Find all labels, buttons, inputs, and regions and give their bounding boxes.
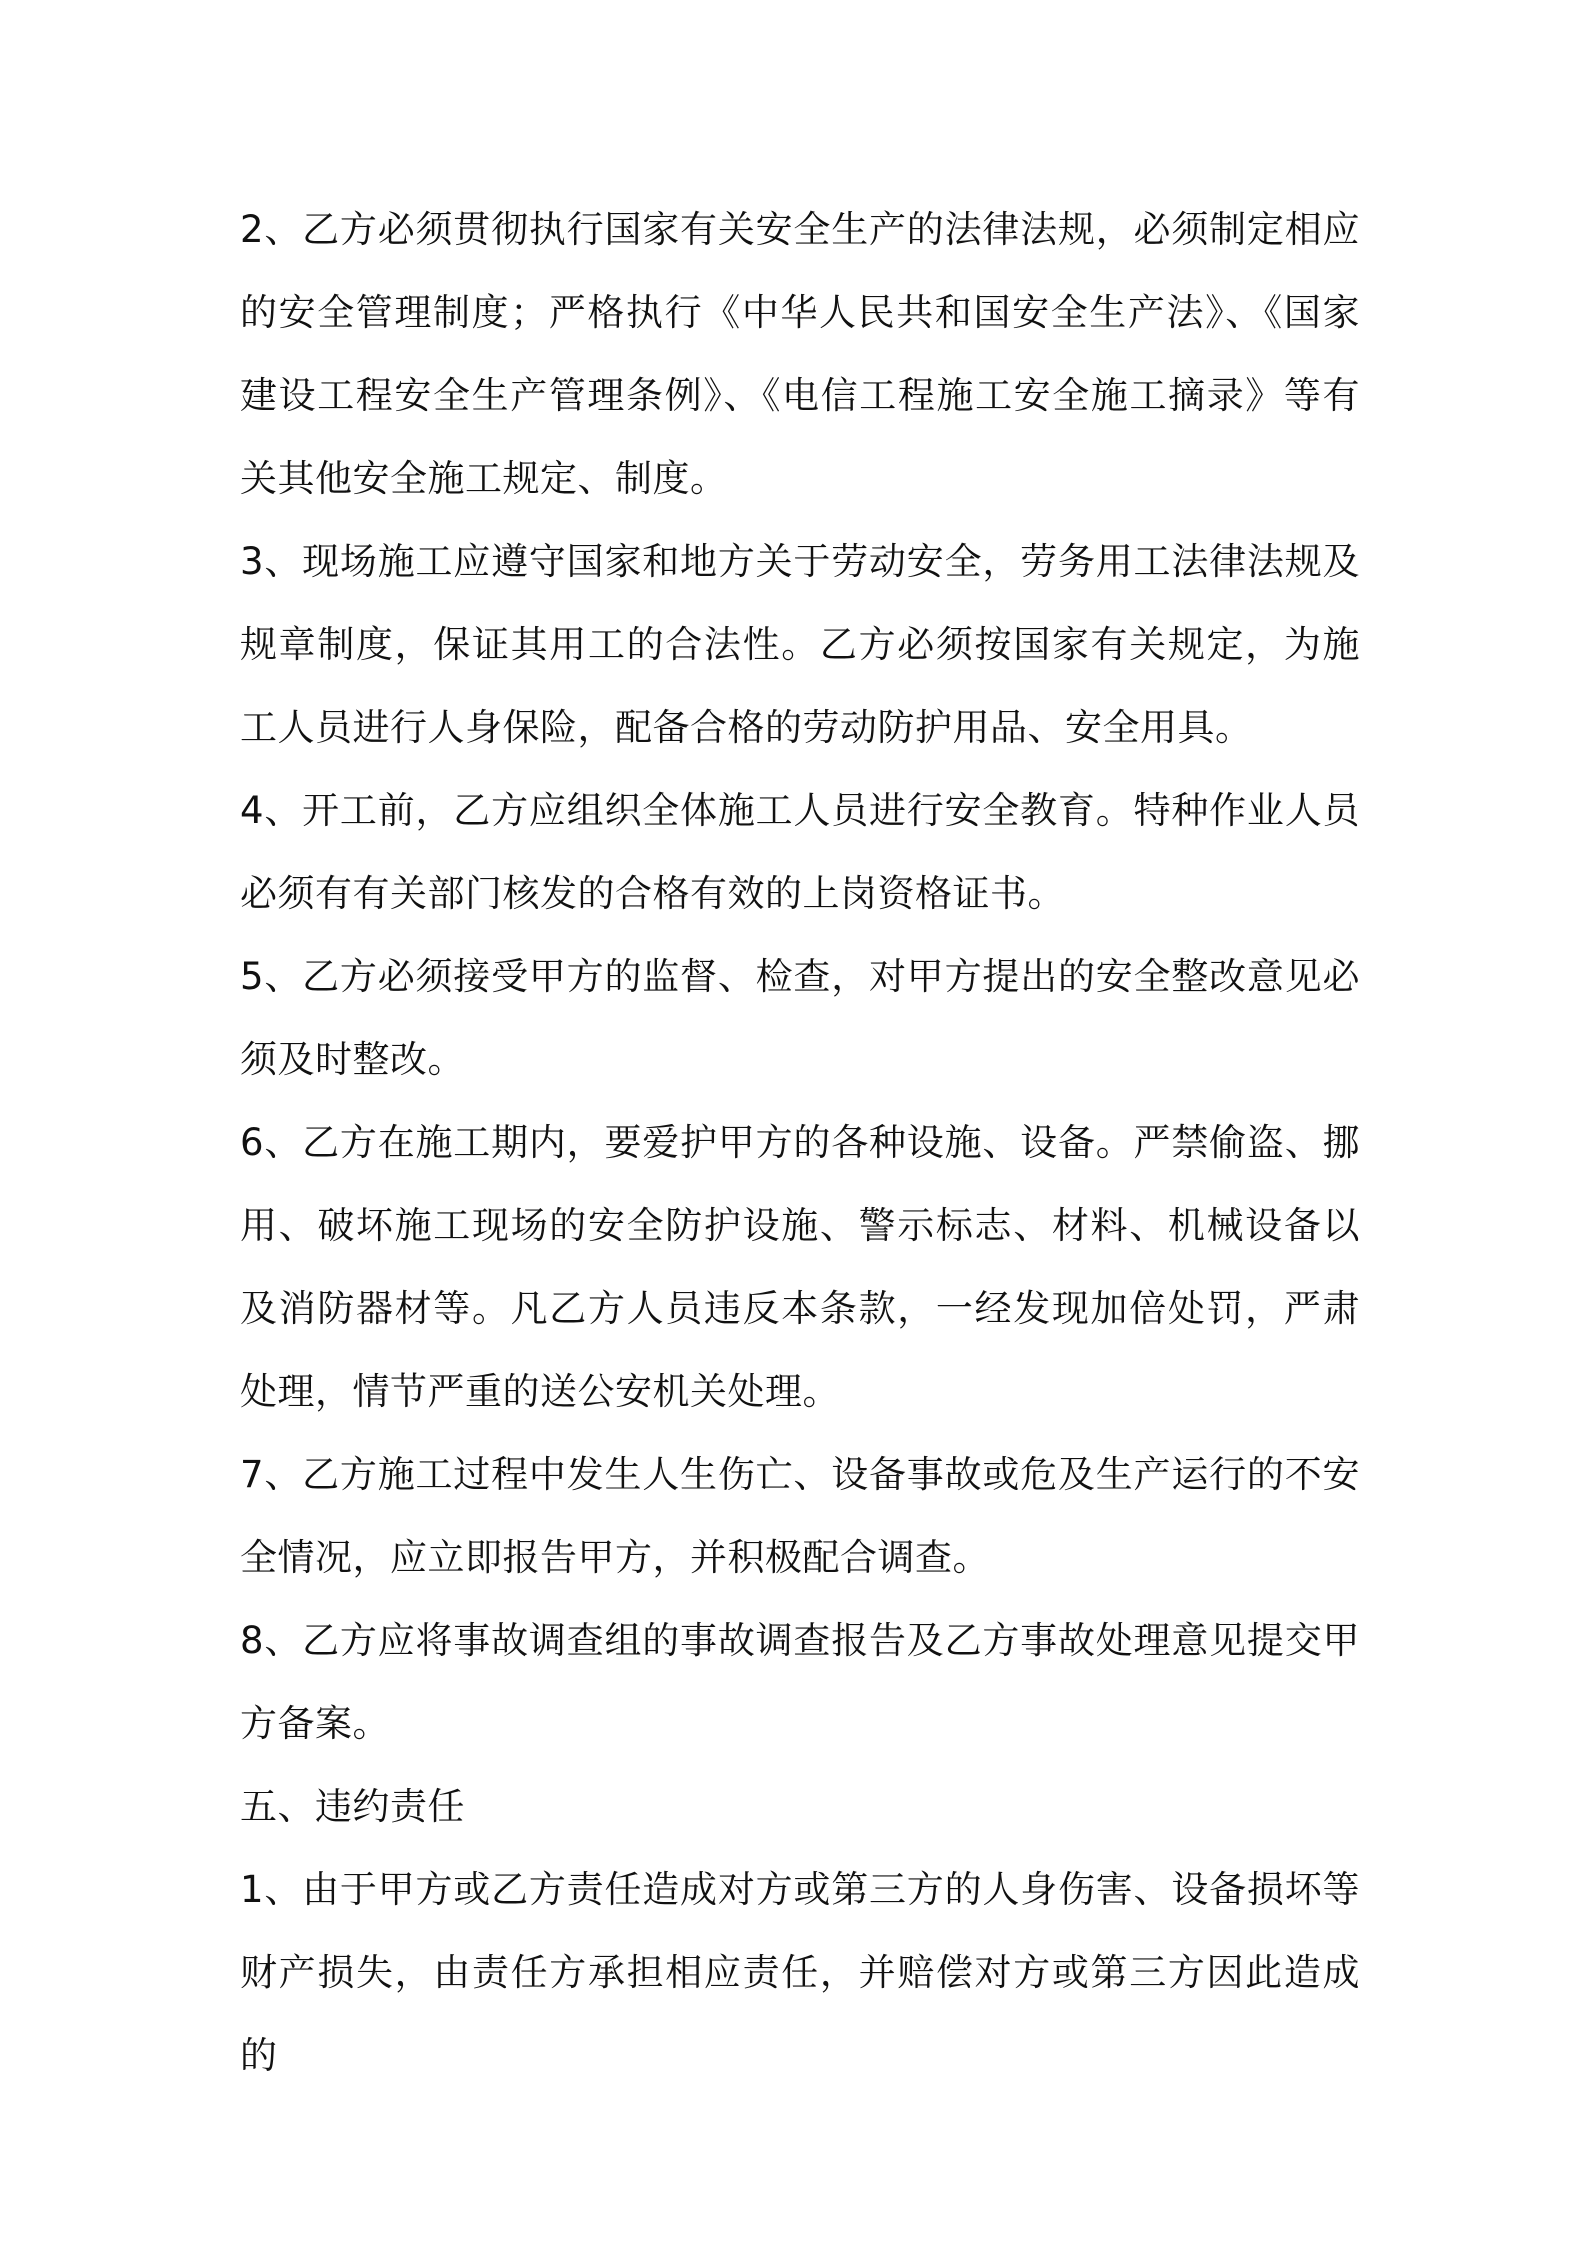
clause-6: 6、乙方在施工期内，要爱护甲方的各种设施、设备。严禁偷盗、挪用、破坏施工现场的安全防护设施、警示标志、材料、机械设备以及消防器材等。凡乙方人员违反本条款，一经发现加倍处罚，严肃处理，情节严重的送公安机关处理。	[240, 1121, 1360, 1413]
clause-2: 2、乙方必须贯彻执行国家有关安全生产的法律法规，必须制定相应的安全管理制度；严格执行《中华人民共和国安全生产法》、《国家建设工程安全生产管理条例》、《电信工程施工安全施工摘录》等有关其他安全施工规定、制度。	[240, 208, 1360, 500]
clause-4: 4、开工前，乙方应组织全体施工人员进行安全教育。特种作业人员必须有有关部门核发的合格有效的上岗资格证书。	[240, 789, 1360, 915]
clause-5: 5、乙方必须接受甲方的监督、检查，对甲方提出的安全整改意见必须及时整改。	[240, 955, 1360, 1081]
section-heading-breach-liability: 五、违约责任	[240, 1785, 465, 1828]
clause-3: 3、现场施工应遵守国家和地方关于劳动安全，劳务用工法律法规及规章制度，保证其用工的合法性。乙方必须按国家有关规定，为施工人员进行人身保险，配备合格的劳动防护用品、安全用具。	[240, 540, 1360, 749]
document-body	[240, 188, 1360, 2097]
breach-clause-1: 1、由于甲方或乙方责任造成对方或第三方的人身伤害、设备损坏等财产损失，由责任方承担相应责任，并赔偿对方或第三方因此造成的	[240, 1868, 1360, 2077]
clause-7: 7、乙方施工过程中发生人生伤亡、设备事故或危及生产运行的不安全情况，应立即报告甲方，并积极配合调查。	[240, 1453, 1360, 1579]
clause-8: 8、乙方应将事故调查组的事故调查报告及乙方事故处理意见提交甲方备案。	[240, 1619, 1360, 1745]
